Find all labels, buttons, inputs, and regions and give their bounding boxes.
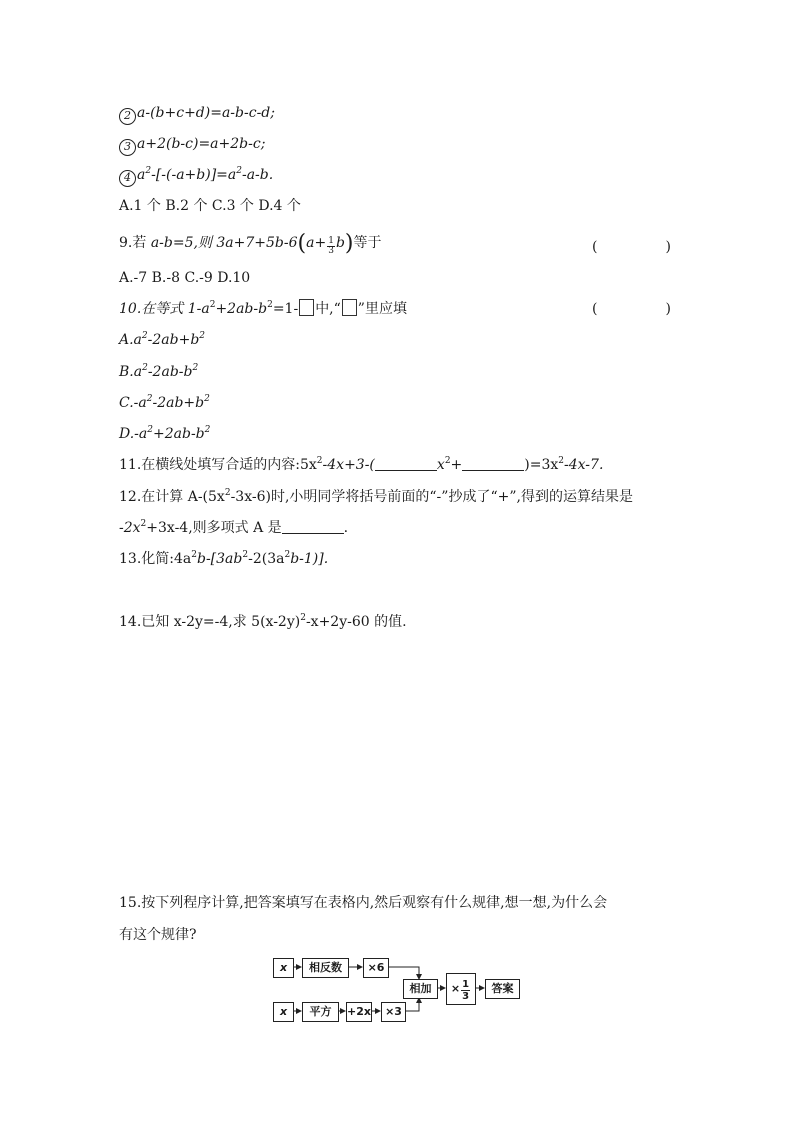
q13: 13.化简$:4a^2b-[3ab^2-2(3a^2b-1)]$. [119,550,329,567]
q10-option-d: $D.-a^2+2ab-b^2$ [119,425,211,442]
flow-input-x-top: x [273,958,294,978]
circled-number: 2 [119,108,136,125]
flow-square: 平方 [302,1002,339,1022]
q10-stem: 10.在等式 $1-a^2+2ab-b^2=1-$ 中,“ ”里应填 [119,300,407,317]
flow-times-3: ×3 [381,1002,406,1022]
q10-option-c: $C.-a^2-2ab+b^2$ [119,394,210,411]
flow-opposite-number: 相反数 [302,958,349,978]
q9-options: A.-7 B.-8 C.-9 D.10 [119,270,251,286]
q10-option-a: $A.a^2-2ab+b^2$ [119,331,206,348]
q11: 11.在横线处填写合适的内容$:5x^2-4x+3-$( $x^2+ )=3x^2-4x-7$. [119,456,604,473]
q9-stem: 9.若 a-b=5,则 3a+7+5b-6(a+ $\frac{1}{3}$ b)等于 [119,231,382,256]
flow-add: 相加 [403,979,438,999]
q10-answer-bracket: ( ) [592,301,671,317]
flow-times-6: ×6 [363,958,389,978]
flow-times-one-third: × $\frac{1}{3}$ [446,973,476,1005]
q9-answer-bracket: ( ) [592,239,671,255]
q14: 14.已知 x-2y=-4,求 $5(x-2y)^2-x+2y-60$ 的值. [119,613,407,630]
q15-line1: 15.按下列程序计算,把答案填写在表格内,然后观察有什么规律,想一想,为什么会 [119,895,608,911]
fraction-one-third: $\frac{1}{3}$ [328,236,334,256]
q15-line2: 有这个规律? [119,927,197,943]
q12-line1: 12.在计算 $A-(5x^2-3x-6)$时,小明同学将括号前面的“-”抄成了“+”,得到的运算结果是 [119,488,633,505]
q8-options: A.1 个 B.2 个 C.3 个 D.4 个 [119,198,301,214]
statement-2: 2 a-(b+c+d)=a-b-c-d; [119,103,275,125]
q10-option-b: $B.a^2-2ab-b^2$ [119,363,199,380]
flow-input-x-bottom: x [273,1002,294,1022]
q12-line2: $-2x^2+3x-4$,则多项式 A 是 . [119,519,349,536]
flow-answer: 答案 [485,979,520,999]
statement-4: 4 $a^2-[-(-a+b)]=a^2-a-b$. [119,165,273,187]
statement-3: 3 a+2(b-c)=a+2b-c; [119,134,265,156]
flow-plus-2x: +2x [346,1002,372,1022]
circled-number: 4 [119,170,136,187]
circled-number: 3 [119,139,136,156]
